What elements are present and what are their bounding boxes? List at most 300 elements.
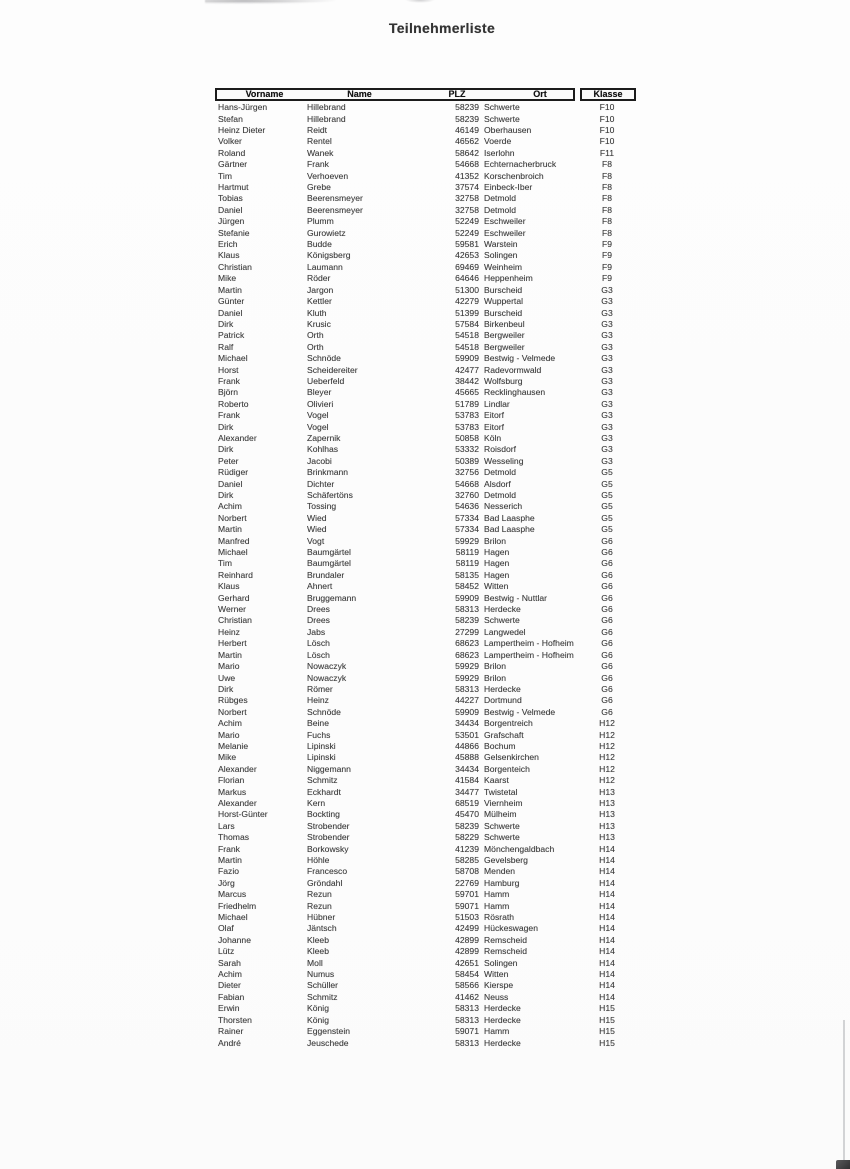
cell-vorname: Stefan bbox=[218, 114, 243, 124]
cell-vorname: Rainer bbox=[218, 1027, 244, 1037]
cell-plz: 41584 bbox=[455, 776, 479, 786]
cell-plz: 45888 bbox=[455, 753, 479, 763]
cell-plz: 59909 bbox=[455, 707, 479, 717]
cell-klasse: H13 bbox=[599, 787, 615, 797]
cell-klasse: G3 bbox=[601, 445, 613, 455]
cell-plz: 51399 bbox=[455, 308, 479, 318]
cell-ort: Menden bbox=[484, 867, 516, 877]
cell-vorname: Klaus bbox=[218, 251, 240, 261]
cell-plz: 59581 bbox=[455, 240, 479, 250]
cell-ort: Recklinghausen bbox=[484, 388, 546, 398]
cell-name: Kern bbox=[307, 798, 326, 808]
table-row bbox=[215, 513, 636, 524]
cell-plz: 58313 bbox=[455, 1015, 479, 1025]
table-row bbox=[215, 558, 636, 569]
cell-vorname: Achim bbox=[218, 719, 242, 729]
cell-plz: 54668 bbox=[455, 160, 479, 170]
table-row bbox=[215, 273, 636, 284]
cell-vorname: Werner bbox=[218, 605, 247, 615]
table-row bbox=[215, 615, 636, 626]
cell-plz: 45470 bbox=[455, 810, 479, 820]
cell-plz: 32756 bbox=[455, 468, 479, 478]
cell-plz: 58566 bbox=[455, 981, 479, 991]
table-row bbox=[215, 285, 636, 296]
table-row bbox=[215, 855, 636, 866]
cell-vorname: Thomas bbox=[218, 833, 250, 843]
cell-name: Schüller bbox=[307, 981, 339, 991]
cell-klasse: G5 bbox=[601, 491, 613, 501]
cell-ort: Eitorf bbox=[484, 411, 505, 421]
cell-ort: Detmold bbox=[484, 468, 516, 478]
cell-ort: Herdecke bbox=[484, 684, 521, 694]
cell-klasse: G6 bbox=[601, 639, 613, 649]
table-row bbox=[215, 923, 636, 934]
cell-vorname: Stefanie bbox=[218, 228, 250, 238]
cell-plz: 59071 bbox=[455, 1027, 479, 1037]
cell-klasse: F10 bbox=[599, 137, 615, 147]
cell-plz: 53501 bbox=[455, 730, 479, 740]
table-row bbox=[215, 843, 636, 854]
cell-vorname: Mike bbox=[218, 753, 237, 763]
cell-ort: Burscheid bbox=[484, 285, 523, 295]
cell-plz: 58313 bbox=[455, 1038, 479, 1048]
cell-ort: Hamm bbox=[484, 901, 510, 911]
cell-vorname: Patrick bbox=[218, 331, 245, 341]
cell-plz: 22769 bbox=[455, 878, 479, 888]
cell-plz: 57584 bbox=[455, 319, 479, 329]
cell-name: Kohlhas bbox=[307, 445, 339, 455]
table-row bbox=[215, 490, 636, 501]
table-row bbox=[215, 592, 636, 603]
cell-name: Francesco bbox=[307, 867, 348, 877]
cell-plz: 57334 bbox=[455, 513, 479, 523]
table-row bbox=[215, 992, 636, 1003]
cell-klasse: F9 bbox=[601, 251, 613, 261]
cell-plz: 58285 bbox=[455, 856, 479, 866]
cell-name: Königsberg bbox=[307, 251, 351, 261]
cell-name: Jäntsch bbox=[307, 924, 337, 934]
cell-vorname: Ralf bbox=[218, 342, 234, 352]
cell-vorname: Horst-Günter bbox=[218, 810, 268, 820]
cell-ort: Wuppertal bbox=[484, 297, 524, 307]
table-row bbox=[215, 456, 636, 467]
cell-klasse: G6 bbox=[601, 627, 613, 637]
cell-ort: Kierspe bbox=[484, 981, 514, 991]
cell-ort: Brilon bbox=[484, 536, 506, 546]
cell-vorname: Martin bbox=[218, 856, 242, 866]
cell-klasse: F8 bbox=[601, 183, 613, 193]
cell-klasse: G3 bbox=[601, 342, 613, 352]
cell-name: König bbox=[307, 1004, 329, 1014]
cell-ort: Heppenheim bbox=[484, 274, 533, 284]
table-row bbox=[215, 866, 636, 877]
cell-name: Niggemann bbox=[307, 764, 351, 774]
cell-vorname: Volker bbox=[218, 137, 242, 147]
cell-vorname: Gärtner bbox=[218, 160, 248, 170]
table-row bbox=[215, 478, 636, 489]
cell-ort: Korschenbroich bbox=[484, 171, 544, 181]
cell-vorname: Roland bbox=[218, 148, 246, 158]
table-row bbox=[215, 627, 636, 638]
table-row bbox=[215, 205, 636, 216]
cell-vorname: Dirk bbox=[218, 319, 234, 329]
cell-klasse: G3 bbox=[601, 388, 613, 398]
cell-ort: Bestwig - Nuttlar bbox=[484, 593, 548, 603]
cell-plz: 42899 bbox=[455, 935, 479, 945]
cell-name: Wanek bbox=[307, 148, 334, 158]
cell-vorname: Friedhelm bbox=[218, 901, 257, 911]
cell-ort: Herdecke bbox=[484, 1015, 521, 1025]
cell-plz: 59929 bbox=[455, 536, 479, 546]
cell-klasse: G6 bbox=[601, 548, 613, 558]
table-row bbox=[215, 821, 636, 832]
cell-name: Gröndahl bbox=[307, 878, 343, 888]
cell-plz: 58642 bbox=[455, 148, 479, 158]
cell-name: Rentel bbox=[307, 137, 332, 147]
cell-klasse: F10 bbox=[599, 126, 615, 136]
cell-vorname: Hans-Jürgen bbox=[218, 103, 268, 113]
cell-vorname: Jörg bbox=[218, 878, 235, 888]
cell-vorname: Melanie bbox=[218, 741, 249, 751]
table-row bbox=[215, 798, 636, 809]
cell-klasse: H13 bbox=[599, 833, 615, 843]
table-row bbox=[215, 809, 636, 820]
cell-klasse: H12 bbox=[599, 719, 615, 729]
cell-name: Röder bbox=[307, 274, 331, 284]
cell-name: Kleeb bbox=[307, 947, 329, 957]
table-row bbox=[215, 387, 636, 398]
cell-ort: Mönchengaldbach bbox=[484, 844, 555, 854]
cell-name: Numus bbox=[307, 970, 335, 980]
table-row bbox=[215, 752, 636, 763]
cell-vorname: Frank bbox=[218, 376, 240, 386]
cell-klasse: G5 bbox=[601, 468, 613, 478]
cell-name: Baumgärtel bbox=[307, 559, 351, 569]
cell-name: Moll bbox=[307, 958, 323, 968]
cell-plz: 58313 bbox=[455, 1004, 479, 1014]
cell-plz: 59929 bbox=[455, 673, 479, 683]
cell-vorname: Jürgen bbox=[218, 217, 245, 227]
cell-vorname: Norbert bbox=[218, 707, 247, 717]
cell-ort: Hamburg bbox=[484, 878, 520, 888]
cell-name: Rezun bbox=[307, 890, 332, 900]
cell-ort: Rösrath bbox=[484, 913, 515, 923]
cell-name: Höhle bbox=[307, 856, 330, 866]
cell-plz: 44227 bbox=[455, 696, 479, 706]
table-row bbox=[215, 193, 636, 204]
cell-klasse: G3 bbox=[601, 399, 613, 409]
cell-klasse: F10 bbox=[599, 114, 615, 124]
cell-ort: Borgenteich bbox=[484, 764, 530, 774]
cell-ort: Solingen bbox=[484, 958, 518, 968]
cell-ort: Brilon bbox=[484, 662, 506, 672]
cell-name: Beine bbox=[307, 719, 329, 729]
cell-name: Drees bbox=[307, 605, 330, 615]
cell-plz: 57334 bbox=[455, 525, 479, 535]
cell-klasse: H12 bbox=[599, 741, 615, 751]
cell-vorname: Tim bbox=[218, 171, 232, 181]
cell-plz: 46149 bbox=[455, 126, 479, 136]
cell-klasse: G6 bbox=[601, 536, 613, 546]
cell-plz: 38442 bbox=[455, 376, 479, 386]
cell-vorname: Johanne bbox=[218, 935, 251, 945]
cell-klasse: H14 bbox=[599, 867, 615, 877]
cell-name: Vogt bbox=[307, 536, 325, 546]
column-header-ort: Ort bbox=[533, 89, 547, 99]
cell-ort: Iserlohn bbox=[484, 148, 515, 158]
cell-plz: 27299 bbox=[455, 627, 479, 637]
cell-plz: 58454 bbox=[455, 970, 479, 980]
cell-name: Budde bbox=[307, 240, 332, 250]
table-row bbox=[215, 741, 636, 752]
cell-plz: 32758 bbox=[455, 205, 479, 215]
cell-name: König bbox=[307, 1015, 329, 1025]
cell-plz: 58239 bbox=[455, 821, 479, 831]
cell-plz: 42499 bbox=[455, 924, 479, 934]
cell-name: Kleeb bbox=[307, 935, 329, 945]
table-row bbox=[215, 1026, 636, 1037]
cell-name: Vogel bbox=[307, 422, 329, 432]
cell-klasse: H14 bbox=[599, 947, 615, 957]
cell-klasse: H15 bbox=[599, 1004, 615, 1014]
cell-name: Ahnert bbox=[307, 582, 333, 592]
cell-klasse: F11 bbox=[599, 148, 615, 158]
cell-klasse: G3 bbox=[601, 456, 613, 466]
cell-plz: 58119 bbox=[455, 548, 479, 558]
cell-name: Laumann bbox=[307, 262, 343, 272]
table-row bbox=[215, 535, 636, 546]
cell-klasse: H12 bbox=[599, 776, 615, 786]
cell-plz: 54636 bbox=[455, 502, 479, 512]
cell-name: Eckhardt bbox=[307, 787, 341, 797]
cell-ort: Witten bbox=[484, 970, 509, 980]
table-row bbox=[215, 1003, 636, 1014]
cell-klasse: F10 bbox=[599, 103, 615, 113]
cell-name: Hillebrand bbox=[307, 103, 346, 113]
cell-vorname: Björn bbox=[218, 388, 239, 398]
cell-ort: Birkenbeul bbox=[484, 319, 525, 329]
cell-klasse: H14 bbox=[599, 856, 615, 866]
cell-plz: 41239 bbox=[455, 844, 479, 854]
cell-klasse: G3 bbox=[601, 376, 613, 386]
cell-ort: Remscheid bbox=[484, 947, 527, 957]
table-row bbox=[215, 376, 636, 387]
cell-ort: Burscheid bbox=[484, 308, 523, 318]
cell-ort: Schwerte bbox=[484, 833, 520, 843]
cell-klasse: F9 bbox=[601, 240, 613, 250]
cell-klasse: G3 bbox=[601, 297, 613, 307]
cell-ort: Nesserich bbox=[484, 502, 523, 512]
table-row bbox=[215, 1015, 636, 1026]
cell-ort: Schwerte bbox=[484, 114, 520, 124]
cell-plz: 51300 bbox=[455, 285, 479, 295]
cell-ort: Bergweiler bbox=[484, 331, 525, 341]
cell-name: Zapernik bbox=[307, 433, 341, 443]
cell-plz: 42899 bbox=[455, 947, 479, 957]
cell-ort: Viernheim bbox=[484, 798, 523, 808]
cell-vorname: Tobias bbox=[218, 194, 243, 204]
cell-vorname: Fazio bbox=[218, 867, 240, 877]
cell-vorname: Florian bbox=[218, 776, 245, 786]
cell-plz: 52249 bbox=[455, 217, 479, 227]
cell-ort: Bestwig - Velmede bbox=[484, 707, 556, 717]
cell-ort: Langwedel bbox=[484, 627, 526, 637]
cell-ort: Lampertheim - Hofheim bbox=[484, 650, 574, 660]
cell-vorname: Norbert bbox=[218, 513, 247, 523]
table-row bbox=[215, 638, 636, 649]
cell-plz: 53332 bbox=[455, 445, 479, 455]
table-row bbox=[215, 296, 636, 307]
cell-klasse: H14 bbox=[599, 890, 615, 900]
table-row bbox=[215, 695, 636, 706]
cell-ort: Twistetal bbox=[484, 787, 518, 797]
page-title: Teilnehmerliste bbox=[388, 20, 496, 36]
cell-plz: 68623 bbox=[455, 639, 479, 649]
table-row bbox=[215, 661, 636, 672]
cell-name: Dichter bbox=[307, 479, 335, 489]
column-header-klasse: Klasse bbox=[593, 89, 623, 99]
cell-name: Olivieri bbox=[307, 399, 334, 409]
cell-klasse: F8 bbox=[601, 205, 613, 215]
cell-klasse: F8 bbox=[601, 160, 613, 170]
scan-smudge-artifact bbox=[205, 0, 335, 4]
cell-plz: 41352 bbox=[455, 171, 479, 181]
table-header-row bbox=[215, 88, 636, 101]
cell-name: Schnöde bbox=[307, 707, 341, 717]
cell-name: Verhoeven bbox=[307, 171, 349, 181]
cell-name: Lipinski bbox=[307, 753, 336, 763]
cell-plz: 52249 bbox=[455, 228, 479, 238]
cell-klasse: H13 bbox=[599, 798, 615, 808]
cell-klasse: G6 bbox=[601, 650, 613, 660]
cell-vorname: Rüdiger bbox=[218, 468, 249, 478]
cell-klasse: F8 bbox=[601, 171, 613, 181]
cell-name: Baumgärtel bbox=[307, 548, 351, 558]
cell-ort: Grafschaft bbox=[484, 730, 524, 740]
table-row bbox=[215, 239, 636, 250]
cell-vorname: Michael bbox=[218, 548, 248, 558]
cell-klasse: G5 bbox=[601, 513, 613, 523]
cell-vorname: Marcus bbox=[218, 890, 247, 900]
cell-ort: Hagen bbox=[484, 559, 510, 569]
cell-klasse: H12 bbox=[599, 753, 615, 763]
cell-ort: Herdecke bbox=[484, 605, 521, 615]
cell-name: Schmitz bbox=[307, 992, 338, 1002]
table-row bbox=[215, 547, 636, 558]
cell-plz: 58229 bbox=[455, 833, 479, 843]
cell-plz: 54518 bbox=[455, 342, 479, 352]
cell-name: Borkowsky bbox=[307, 844, 349, 854]
cell-vorname: Daniel bbox=[218, 479, 243, 489]
cell-name: Strobender bbox=[307, 821, 350, 831]
scan-edge-line-artifact bbox=[843, 1020, 845, 1169]
table-row bbox=[215, 786, 636, 797]
table-row bbox=[215, 330, 636, 341]
cell-plz: 58313 bbox=[455, 605, 479, 615]
cell-klasse: H14 bbox=[599, 958, 615, 968]
cell-ort: Kaarst bbox=[484, 776, 509, 786]
cell-vorname: Christian bbox=[218, 262, 252, 272]
cell-klasse: G6 bbox=[601, 593, 613, 603]
table-row bbox=[215, 342, 636, 353]
cell-ort: Bad Laasphe bbox=[484, 525, 535, 535]
cell-klasse: H14 bbox=[599, 878, 615, 888]
cell-plz: 42653 bbox=[455, 251, 479, 261]
cell-klasse: F9 bbox=[601, 274, 613, 284]
cell-plz: 58708 bbox=[455, 867, 479, 877]
cell-vorname: Mario bbox=[218, 662, 240, 672]
table-row bbox=[215, 935, 636, 946]
table-row bbox=[215, 262, 636, 273]
cell-ort: Einbeck-Iber bbox=[484, 183, 533, 193]
cell-vorname: Dirk bbox=[218, 422, 234, 432]
table-row bbox=[215, 878, 636, 889]
cell-ort: Bestwig - Velmede bbox=[484, 354, 556, 364]
cell-ort: Herdecke bbox=[484, 1038, 521, 1048]
cell-plz: 58239 bbox=[455, 114, 479, 124]
table-header-box-main bbox=[215, 88, 575, 101]
cell-ort: Eitorf bbox=[484, 422, 505, 432]
cell-name: Plumm bbox=[307, 217, 334, 227]
table-row bbox=[215, 832, 636, 843]
cell-ort: Lindlar bbox=[484, 399, 510, 409]
table-row bbox=[215, 102, 636, 113]
cell-ort: Bergweiler bbox=[484, 342, 525, 352]
cell-name: Bockting bbox=[307, 810, 340, 820]
cell-name: Eggenstein bbox=[307, 1027, 351, 1037]
cell-klasse: G6 bbox=[601, 707, 613, 717]
cell-vorname: Frank bbox=[218, 844, 240, 854]
cell-ort: Hamm bbox=[484, 1027, 510, 1037]
cell-plz: 59909 bbox=[455, 593, 479, 603]
cell-klasse: F9 bbox=[601, 262, 613, 272]
cell-klasse: G6 bbox=[601, 559, 613, 569]
cell-name: Jacobi bbox=[307, 456, 332, 466]
cell-ort: Eschweiler bbox=[484, 217, 526, 227]
cell-klasse: G6 bbox=[601, 662, 613, 672]
cell-klasse: G3 bbox=[601, 433, 613, 443]
cell-ort: Brilon bbox=[484, 673, 506, 683]
cell-ort: Roisdorf bbox=[484, 445, 516, 455]
cell-klasse: H14 bbox=[599, 970, 615, 980]
cell-ort: Remscheid bbox=[484, 935, 527, 945]
table-row bbox=[215, 125, 636, 136]
cell-name: Wied bbox=[307, 513, 327, 523]
cell-ort: Herdecke bbox=[484, 1004, 521, 1014]
cell-vorname: Heinz bbox=[218, 627, 240, 637]
cell-vorname: Günter bbox=[218, 297, 245, 307]
cell-plz: 58239 bbox=[455, 616, 479, 626]
table-row bbox=[215, 182, 636, 193]
cell-ort: Voerde bbox=[484, 137, 512, 147]
table-row bbox=[215, 707, 636, 718]
cell-plz: 58313 bbox=[455, 684, 479, 694]
table-row bbox=[215, 170, 636, 181]
cell-name: Vogel bbox=[307, 411, 329, 421]
cell-name: Heinz bbox=[307, 696, 329, 706]
cell-klasse: G5 bbox=[601, 479, 613, 489]
cell-klasse: H14 bbox=[599, 901, 615, 911]
cell-plz: 69469 bbox=[455, 262, 479, 272]
cell-klasse: G6 bbox=[601, 673, 613, 683]
cell-name: Kluth bbox=[307, 308, 327, 318]
cell-vorname: Gerhard bbox=[218, 593, 250, 603]
cell-name: Frank bbox=[307, 160, 329, 170]
table-row bbox=[215, 524, 636, 535]
cell-name: Gurowietz bbox=[307, 228, 346, 238]
cell-ort: Hückeswagen bbox=[484, 924, 538, 934]
cell-ort: Eschweiler bbox=[484, 228, 526, 238]
